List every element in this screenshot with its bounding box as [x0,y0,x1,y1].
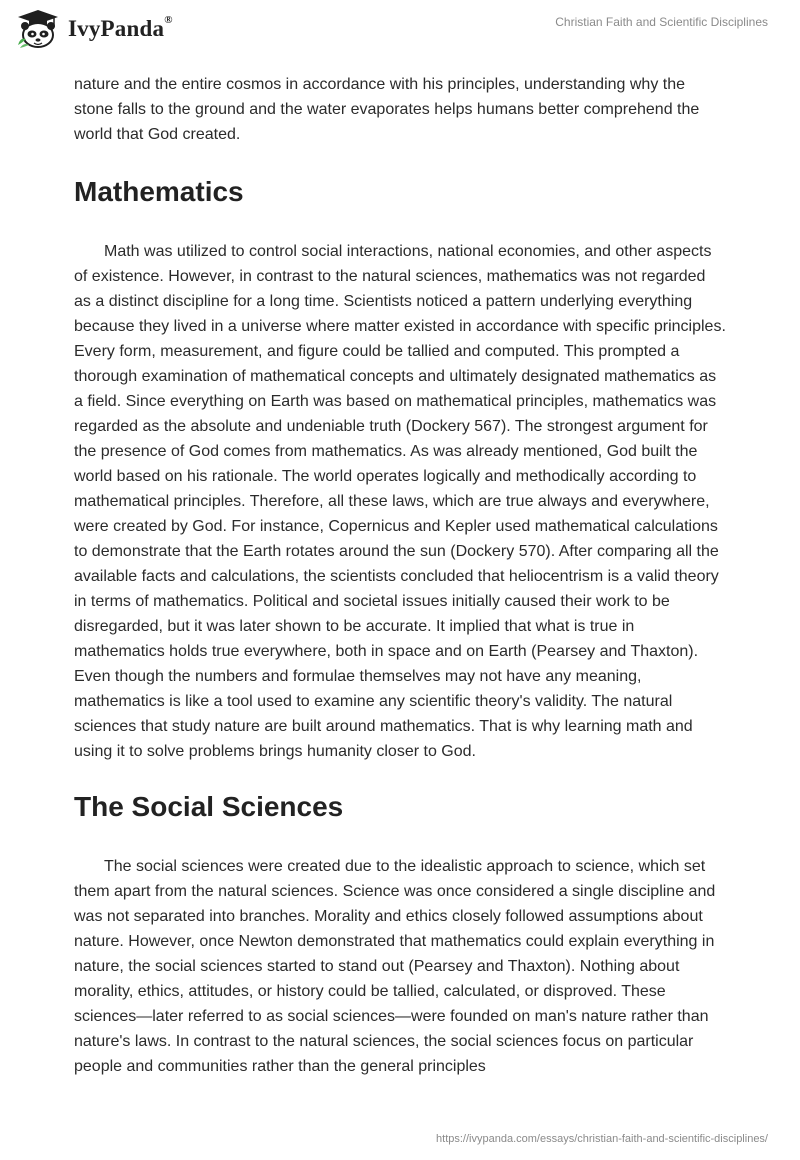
registered-mark: ® [164,14,173,26]
section-heading-mathematics: Mathematics [74,176,244,207]
mathematics-paragraph: Math was utilized to control social interactions, national economies, and other aspects of existence. However, in contrast to the natural sciences, mathematics was not regarded as a distinct discipline for a long time. Scientists noticed a pattern underlying everything because they lived in a universe where matter existed in accordance with specific principles. Every form, measurement, and figure could be tallied and computed. This prompted a thorough examination of mathematical concepts and ultimately designated mathematics as a field. Since everything on Earth was based on mathematical principles, mathematics was regarded as the absolute and undeniable truth (Dockery 567). The strongest argument for the presence of God comes from mathematics. As was already mentioned, God built the world based on his rationale. The world operates logically and methodically according to mathematical principles. Therefore, all these laws, which are true always and everywhere, were created by God. For instance, Copernicus and Kepler used mathematical calculations to demonstrate that the Earth rotates around the sun (Dockery 570). After comparing all the available facts and calculations, the scientists concluded that heliocentrism is a valid theory in terms of mathematics. Political and societal issues initially caused their work to be disregarded, but it was later shown to be accurate. It implied that what is true in mathematics holds true everywhere, both in space and on Earth (Pearsey and Thaxton). Even though the numbers and formulae themselves may not have any meaning, mathematics is like a tool used to examine any scientific theory's validity. The natural sciences that study nature are built around mathematics. That is why learning math and using it to solve problems brings humanity closer to God. [74,243,726,760]
intro-paragraph: nature and the entire cosmos in accordance with his principles, understanding why the stone falls to the ground and the water evaporates helps humans better comprehend the world that God created. [74,76,700,143]
page-header [0,0,800,60]
section-heading-social-sciences: The Social Sciences [74,791,344,822]
source-url[interactable]: https://ivypanda.com/essays/christian-faith-and-scientific-disciplines/ [436,1133,768,1145]
brand-name: IvyPanda® [68,14,173,41]
social-sciences-paragraph: The social sciences were created due to the idealistic approach to science, which set them apart from the natural sciences. Science was once considered a single discipline and was not separated into branches. Morality and ethics closely followed assumptions about nature. However, once Newton demonstrated that mathematics could explain everything in nature, the social sciences started to stand out (Pearsey and Thaxton). Nothing about morality, ethics, attitudes, or history could be tallied, calculated, or disproved. These sciences—later referred to as social sciences—were founded on man's nature rather than nature's laws. In contrast to the natural sciences, the social sciences focus on particular people and communities rather than the general principles [74,858,716,1075]
document-title: Christian Faith and Scientific Disciplines [555,15,768,29]
ivypanda-logo[interactable] [14,9,173,49]
essay-body [74,72,726,1079]
panda-graduate-icon [14,9,62,49]
